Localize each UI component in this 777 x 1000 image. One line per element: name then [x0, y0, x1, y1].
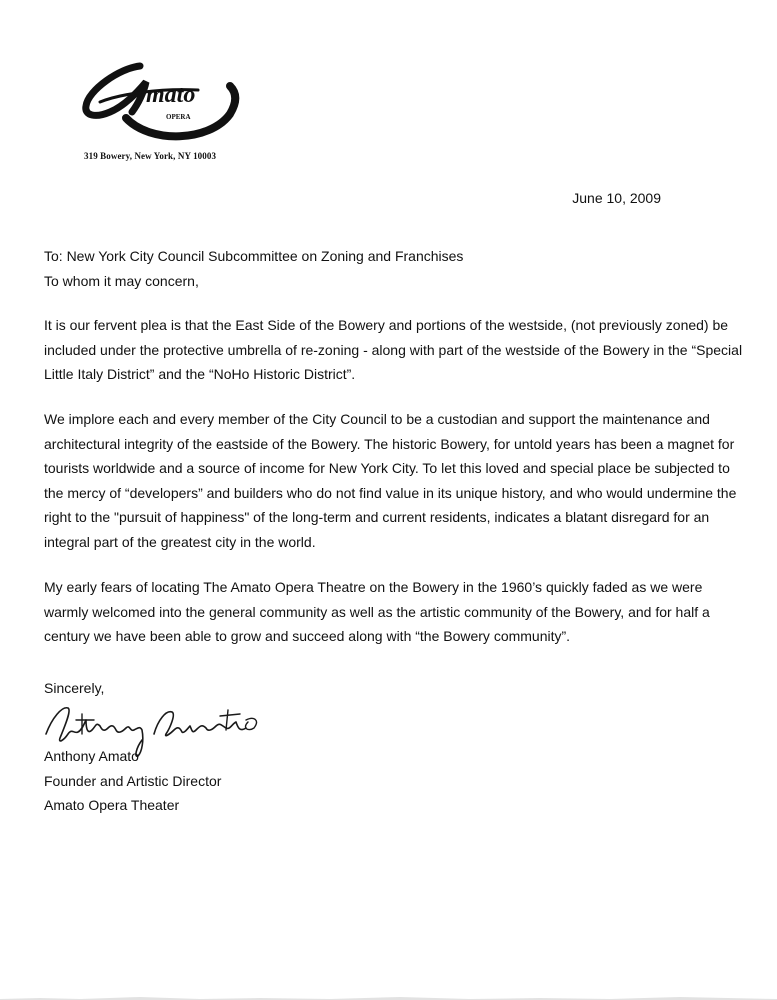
body-paragraph-2: We implore each and every member of the City Council to be a custodian and support the maintenance and architectural integrity of the eastside of the Bowery. The historic Bowery, for untold years has been a magnet for tourists worldwide and a source of income for New York City. To let this loved and special place be subjected to the mercy of “developers” and builders who do not find value in its unique history, and who would undermine the right to the "pursuit of happiness" of the long-term and current residents, indicates a blatant disregard for an integral part of the greatest city in the world.: [44, 411, 737, 550]
scan-edge-noise: [0, 994, 777, 1000]
amato-opera-logo: [80, 58, 248, 148]
to-line: To: New York City Council Subcommittee on Zoning and Franchises: [44, 248, 464, 264]
signer-title: Founder and Artistic Director: [44, 772, 222, 789]
signer-organization: Amato Opera Theater: [44, 797, 180, 813]
logo-wordmark: mato: [146, 82, 196, 108]
valediction: Sincerely,: [44, 680, 105, 696]
letterhead-address: 319 Bowery, New York, NY 10003: [84, 151, 217, 161]
salutation: To whom it may concern,: [44, 272, 199, 289]
body-paragraph-1: It is our fervent plea is that the East Side of the Bowery and portions of the westside, (not previously zoned) be included under the protective umbrella of re-zoning - along with part of the westside of the Bowery in the “Special Little Italy District” and the “NoHo Historic District”.: [44, 317, 743, 382]
letter-date: June 10, 2009: [572, 190, 661, 206]
signature-block: [44, 744, 221, 818]
body-paragraph-3: My early fears of locating The Amato Opera Theatre on the Bowery in the 1960’s quickly faded as we were warmly welcomed into the general community as well as the artistic community of the Bowery, and for half a century we have been able to grow and succeed along with “the Bowery community”.: [44, 579, 710, 644]
logo-subtext: OPERA: [166, 113, 191, 121]
signer-name: Anthony Amato: [44, 748, 139, 764]
recipient-block: [44, 244, 744, 293]
